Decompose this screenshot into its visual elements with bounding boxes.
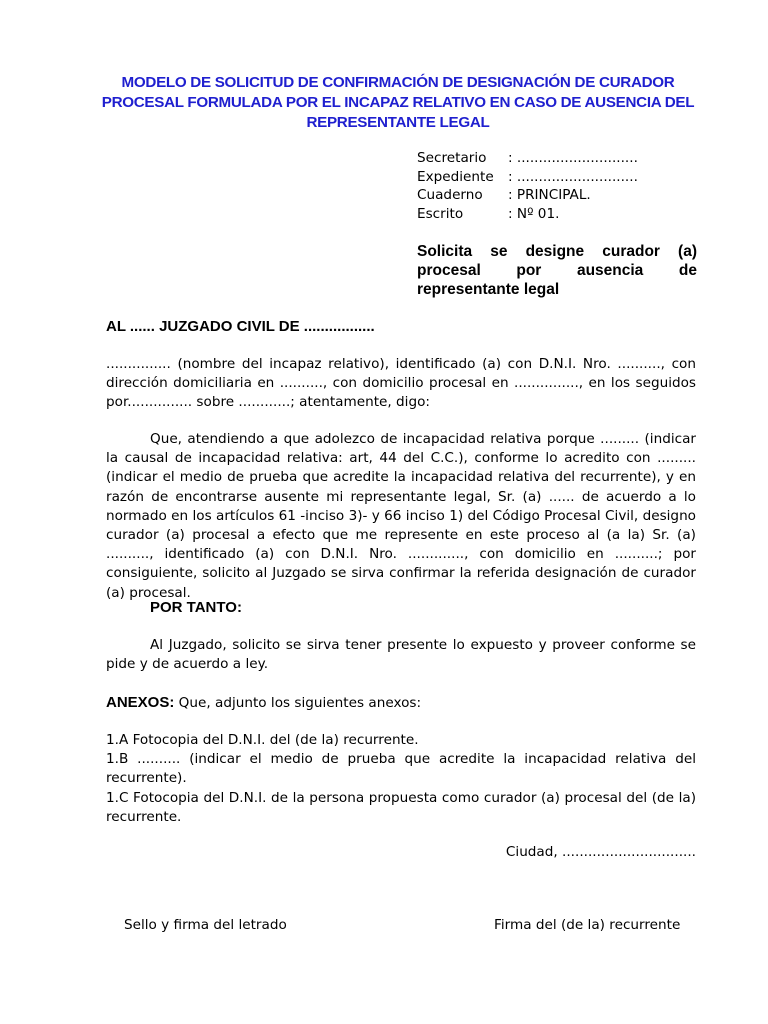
intro-paragraph: ............... (nombre del incapaz relativo), identificado (a) con D.N.I. Nro. .........., con dirección domiciliaria en .........., con domicilio procesal en ..............., en los seguidos por............... sobre ............; atentamente, digo: [106, 356, 696, 411]
signature-lawyer: Sello y firma del letrado [124, 917, 287, 933]
meta-row-cuaderno [417, 186, 638, 205]
meta-value: : Nº 01. [508, 205, 560, 222]
closing-paragraph: Al Juzgado, solicito se sirva tener presente lo expuesto y proveer conforme se pide y de acuerdo a ley. [106, 637, 696, 673]
meta-row-expediente [417, 168, 638, 187]
request-summary: Solicita se designe curador (a) procesal por ausencia de representante legal [417, 243, 697, 298]
case-metadata [417, 149, 638, 223]
anexos-label: ANEXOS: [106, 694, 175, 711]
anexo-item: 1.A Fotocopia del D.N.I. del (de la) recurrente. [106, 732, 419, 748]
signature-applicant: Firma del (de la) recurrente [494, 917, 681, 933]
meta-key: Escrito [417, 205, 464, 222]
meta-key: Cuaderno [417, 187, 483, 203]
document-title: MODELO DE SOLICITUD DE CONFIRMACIÓN DE DESIGNACIÓN DE CURADOR PROCESAL FORMULADA POR EL INCAPAZ RELATIVO EN CASO DE AUSENCIA DEL REPRESENTANTE LEGAL [101, 74, 695, 131]
anexos-intro: Que, adjunto los siguientes anexos: [174, 695, 422, 711]
body-paragraph: Que, atendiendo a que adolezco de incapacidad relativa porque ......... (indicar la causal de incapacidad relativa: art, 44 del C.C.), conforme lo acredito con ......... (indicar el medio de prueba que acredite la incapacidad relativa del recurrente), y en razón de encontrarse ausente mi representante legal, Sr. (a) ...... de acuerdo a lo normado en los artículos 61 -inciso 3)- y 66 inciso 1) del Código Procesal Civil, designo curador (a) procesal a efecto que me represente en este proceso al (a la) Sr. (a) .........., identificado (a) con D.N.I. Nro. ............., con domicilio en ..........; por consiguiente, solicito al Juzgado se sirva confirmar la referida designación de curador (a) procesal. [106, 431, 696, 601]
meta-row-secretario [417, 149, 638, 168]
anexos-list [106, 731, 696, 827]
meta-row-escrito [417, 205, 638, 224]
anexo-item: 1.C Fotocopia del D.N.I. de la persona propuesta como curador (a) procesal del (de la) recurrente. [106, 789, 696, 825]
anexos-heading [106, 694, 421, 711]
meta-value: : PRINCIPAL. [508, 187, 591, 203]
por-tanto-heading: POR TANTO: [150, 599, 242, 616]
city-date-line: Ciudad, ............................... [505, 844, 696, 860]
meta-value: : ............................ [508, 150, 638, 166]
addressee: AL ...... JUZGADO CIVIL DE ................. [106, 318, 375, 335]
meta-key: Secretario [417, 150, 487, 166]
meta-value: : ............................ [508, 168, 638, 185]
anexo-item: 1.B .......... (indicar el medio de prueba que acredite la incapacidad relativa del recurrente). [106, 751, 696, 787]
meta-key: Expediente [417, 168, 494, 185]
